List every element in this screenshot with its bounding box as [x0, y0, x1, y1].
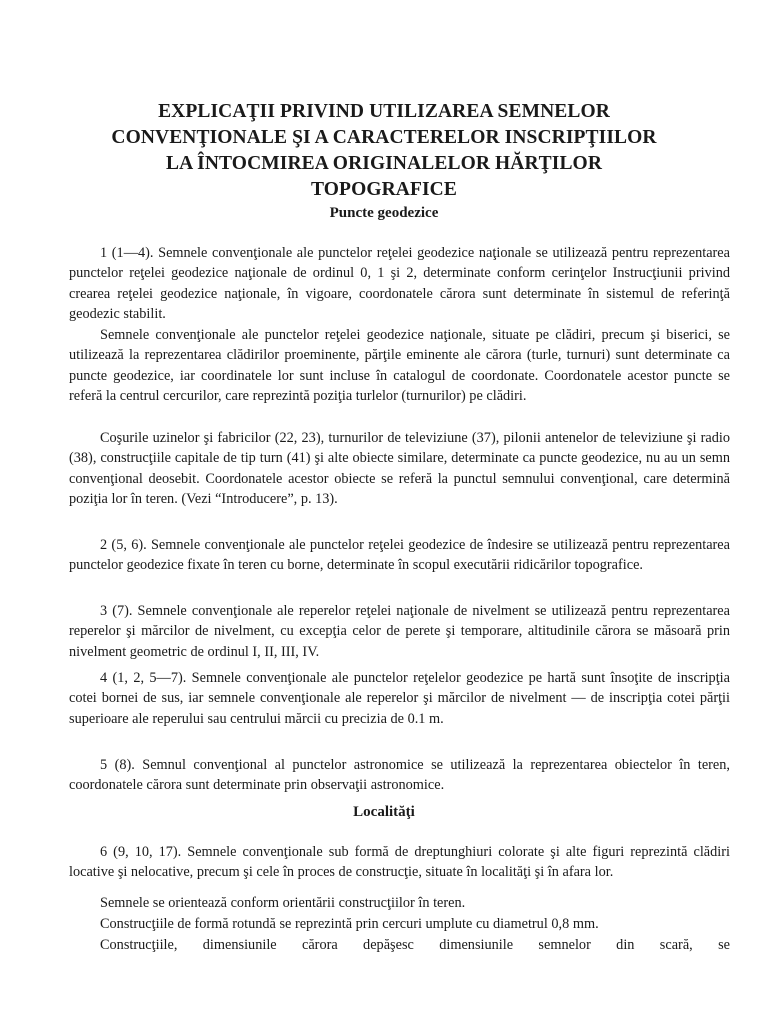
paragraph-1: 1 (1—4). Semnele convenţionale ale punctelor reţelei geodezice naţionale se utilizează pentru reprezentarea punctelor reţelei geodezice naţionale de ordinul 0, 1 şi 2, determinate conform cerinţelor Instrucţiunii privind crearea reţelei geodezice naţionale, în vigoare, coordonatele cărora sunt determinate în sistemul de referinţă geodezic stabilit. [69, 245, 730, 322]
paragraph-9: Semnele se orientează conform orientării construcţiilor în teren. [100, 895, 466, 911]
title-line-1: EXPLICAŢII PRIVIND UTILIZAREA SEMNELOR [158, 101, 610, 122]
paragraph-8: 6 (9, 10, 17). Semnele convenţionale sub formă de dreptunghiuri colorate şi alte figuri reprezintă clădiri locative şi nelocative, precum şi cele în proces de construcţie, situate în localităţi şi în afara lor. [69, 844, 730, 881]
paragraph-5: 3 (7). Semnele convenţionale ale reperelor reţelei naţionale de nivelment se utilizează pentru reprezentarea reperelor şi mărcilor de nivelment, cu excepţia celor de perete şi temporare, altitudinile cărora se măsoară prin nivelment geometric de ordinul I, II, III, IV. [69, 603, 730, 660]
paragraph-3: Coşurile uzinelor şi fabricilor (22, 23), turnurilor de televiziune (37), pilonii antenelor de televiziune şi radio (38), construcţiile capitale de tip turn (41) şi alte obiecte similare, determinate ca puncte geodezice, nu au un semn convenţional deosebit. Coordonatele acestor obiecte se referă la punctul semnului convenţional, care determină poziţia lor în teren. (Vezi “Introducere”, p. 13). [69, 430, 730, 507]
title-line-3: LA ÎNTOCMIREA ORIGINALELOR HĂRŢILOR [165, 153, 602, 174]
paragraph-2: Semnele convenţionale ale punctelor reţelei geodezice naţionale, situate pe clădiri, precum şi biserici, se utilizează la reprezentarea clădirilor proeminente, părţile eminente ale cărora (turle, turnuri) sunt determinate ca puncte geodezice, iar coordinatele lor sunt incluse în catalogul de coordonate. Coordonatele acestor puncte se referă la centrul cercurilor, care reprezintă poziţia turlelor (turnurilor) pe clădiri. [69, 327, 730, 404]
title-line-2: CONVENŢIONALE ŞI A CARACTERELOR INSCRIPŢIILOR [111, 127, 657, 148]
paragraph-4: 2 (5, 6). Semnele convenţionale ale punctelor reţelei geodezice de îndesire se utilizează pentru reprezentarea punctelor geodezice fixate în teren cu borne, determinate în scopul executării ridicărilor topografice. [69, 537, 730, 574]
paragraph-7: 5 (8). Semnul convenţional al punctelor astronomice se utilizează la reprezentarea obiectelor în teren, coordonatele cărora sunt determinate prin observaţii astronomice. [69, 757, 730, 794]
paragraph-10: Construcţiile de formă rotundă se reprezintă prin cercuri umplute cu diametrul 0,8 mm. [100, 916, 599, 932]
document-title [60, 99, 708, 203]
paragraph-6: 4 (1, 2, 5—7). Semnele convenţionale ale punctelor reţelelor geodezice pe hartă sunt însoţite de inscripţia cotei bornei de sus, iar semnele convenţionale ale reperelor şi mărcilor de nivelment — de inscripţia cotei părţii superioare ale reperului sau centrului mărcii cu precizia de 0.1 m. [69, 670, 730, 727]
title-line-4: TOPOGRAFICE [311, 179, 457, 200]
section-heading-localitati: Localităţi [353, 804, 415, 820]
paragraph-11: Construcţiile, dimensiunile cărora depăşesc dimensiunile semnelor din scară, se [100, 937, 730, 953]
section-heading-puncte-geodezice: Puncte geodezice [329, 205, 439, 221]
